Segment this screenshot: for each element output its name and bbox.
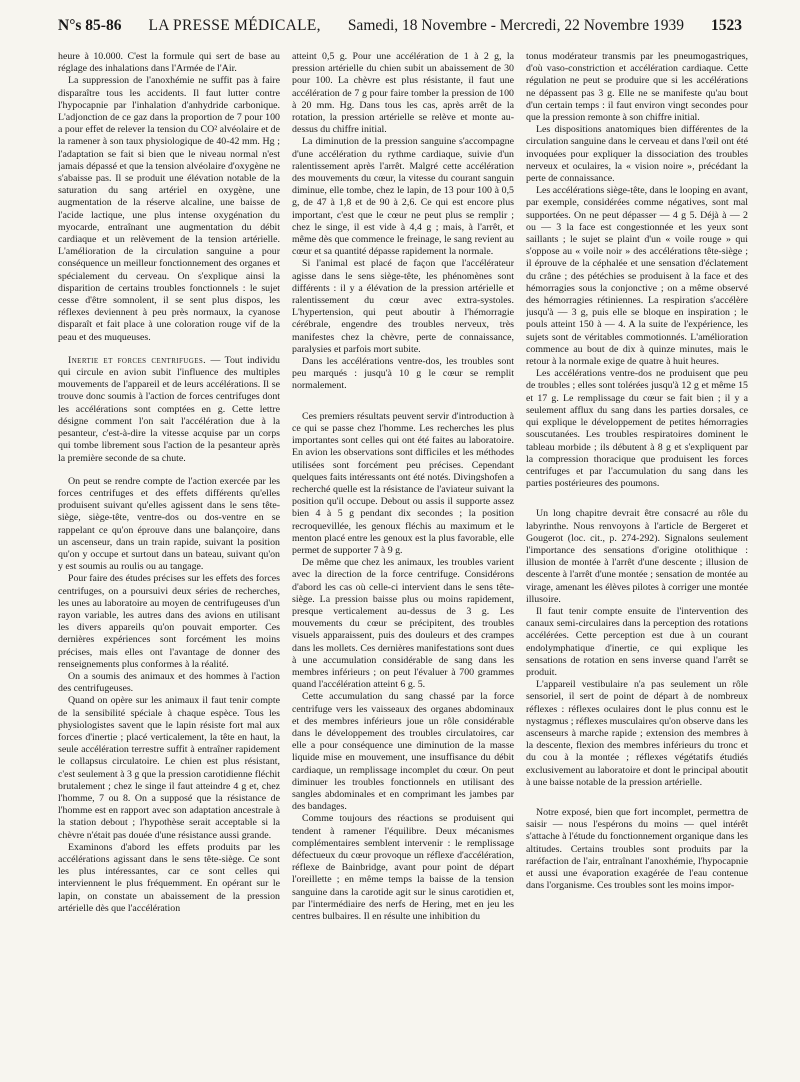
paragraph: Un long chapitre devrait être consacré au rôle du labyrinthe. Nous renvoyons à l'article de Bergeret et Gougerot (loc. cit., p. 274-292). Signalons seulement l'importance des sensations d'origine otolithique : illusion de montée à l'arrêt d'une descente ; illusion de descente à l'arrêt d'une montée ; sensation de montée au virage, amenant les élèves pilotes à corriger une montée illusoire.: [526, 508, 748, 605]
section-heading: Inertie et forces centrifuges.: [68, 354, 207, 366]
journal-title: LA PRESSE MÉDICALE,: [148, 17, 321, 34]
paragraph: Notre exposé, bien que fort incomplet, permettra de saisir — nous l'espérons du moins — quel intérêt s'attache à l'étude du fonctionnement organique dans les altitudes. Certains troubles sont produits par la raréfaction de l'air, entraînant l'anoxhémie, l'hypocapnie et aussi une évaporation exagérée de l'eau contenue dans l'organisme. Ces troubles sont les moins impor-: [526, 806, 748, 892]
paragraph: La diminution de la pression sanguine s'accompagne d'une accélération du rythme cardiaque, suivie d'un ralentissement après l'arrêt. Malgré cette accélération des mouvements du cœur, la vitesse du courant sanguin diminue, elle tombe, chez le lapin, de 13 pour 100 à 0,5 g, de 47 à 1,8 et de 90 à 2,6. Ce qui est encore plus important, c'est que le cœur ne peut plus se remplir ; chez le singe, il est vide à 4,4 g ; mais, à l'arrêt, et même dès que commence le freinage, le sang revient au cœur et sa quantité dépasse rapidement la normale.: [292, 136, 514, 258]
paragraph: Les accélérations ventre-dos ne produisent que peu de troubles ; elles sont tolérées jusqu'à 12 g et même 15 et 17 g. Le remplissage du cœur se fait bien ; il y a seulement afflux du sang dans les parties dorsales, ce qui explique le développement de petites hémorragies souscutanées. Les troubles respiratoires dominent le tableau morbide ; ils débutent à 8 g et s'expliquent par la compression thoracique que produisent les forces centrifuges et par l'accumulation du sang dans les parties postérieures des poumons.: [526, 368, 748, 490]
paragraph: Les accélérations siège-tête, dans le looping en avant, par exemple, considérées comme négatives, sont mal supportées. On ne peut dépasser — 4 g 5. Déjà à — 2 ou — 3 la face est congestionnée et les yeux sont saillants ; le sujet se plaint d'un « voile rouge » qui s'oppose au « voile noir » des accélérations tête-siège ; il éprouve de la céphalée et une sensation d'éclatement du crâne ; des pétéchies se produisent à la face et des hémorragies sous la conjonctive ; on a même observé des hémorragies rétiniennes. La respiration s'accélère jusqu'à — 3 g, puis elle se bloque en inspiration ; le pouls atteint 150 à — 4. A la suite de l'expérience, les sujets sont de véritables commotionnés. L'amélioration commence au bout de dix à quinze minutes, mais le retour à la normale exige de quatre à huit heures.: [526, 185, 748, 368]
paragraph: De même que chez les animaux, les troubles varient avec la direction de la force centrifuge. Considérons d'abord les cas où celle-ci intervient dans le sens tête-siège. La pression baisse plus ou moins rapidement, presque verticalement au-dessus de 3 g. Les mouvements du cœur se précipitent, des troubles visuels apparaissent, puis des douleurs et des crampes dans les mollets. Ces dernières manifestations sont dues à une accumulation considérable de sang dans les membres inférieurs ; on peut l'évaluer à 700 grammes quand l'accélération atteint 6 g. 5.: [292, 557, 514, 691]
paragraph: Il faut tenir compte ensuite de l'intervention des canaux semi-circulaires dans la perception des rotations accélérées. Cette perception est due à un courant endolymphatique d'inertie, ce qui explique les sensations de rotation en sens inverse quand l'arrêt se produit.: [526, 605, 748, 678]
column-1: [58, 51, 280, 1073]
paragraph: Examinons d'abord les effets produits par les accélérations agissant dans le sens tête-siège. Ce sont les plus intéressantes, car ce sont celles qui interviennent le plus fréquemment. En opérant sur le lapin, on constate un abaissement de la pression artérielle dès que l'accélération: [58, 841, 280, 914]
paragraph: La suppression de l'anoxhémie ne suffit pas à faire disparaître tous les accidents. Il faut lutter contre l'hypocapnie par l'inhalation d'anhydride carbonique. L'adjonction de ce gaz dans la proportion de 7 pour 100 a pour effet de relever la tension du CO² alvéolaire et de la ramener à son taux physiologique de 40-42 mm. Hg ; l'adaptation se fait si bien que le niveau normal n'est jamais dépassé et que la tension alvéolaire d'oxygène ne s'abaisse pas. Il se produit une élévation notable de la saturation du sang artériel en oxygène, une augmentation de la réserve alcaline, une baisse de l'acide lactique, une plus intense oxygénation du myocarde, entraînant une augmentation du débit cardiaque et un relèvement de la tension artérielle. L'amélioration de la circulation sanguine a pour conséquence un meilleur fonctionnement des organes et spécialement du cerveau. On s'explique ainsi la disparition de certains troubles fonctionnels : le sujet cesse d'être somnolent, il se sent plus dispos, les réflexes deviennent à peu près normaux, la cyanose disparaît et fait place à une coloration rouge vif de la peau et des muqueuses.: [58, 75, 280, 343]
paragraph: Cette accumulation du sang chassé par la force centrifuge vers les vaisseaux des organes abdominaux et des membres inférieurs joue un rôle considérable dans le développement des troubles circulatoires, car elle a pour conséquence une diminution de la masse liquide mise en mouvement, une insuffisance du débit cardiaque, un remplissage incomplet du cœur. On peut diminuer les troubles fonctionnels en utilisant des sangles abdominales et en comprimant les jambes par des bandages.: [292, 691, 514, 813]
paragraph: Si l'animal est placé de façon que l'accélérateur agisse dans le sens siège-tête, les phénomènes sont différents : il y a élévation de la pression artérielle et ralentissement du cœur avec extra-systoles. L'hypertension, qui peut aboutir à l'hémorragie cérébrale, engendre des troubles nerveux, très manifestes chez la chèvre, perte de connaissance, paralysies et parfois mort subite.: [292, 258, 514, 355]
paragraph: L'appareil vestibulaire n'a pas seulement un rôle sensoriel, il sert de point de départ à de nombreux réflexes : réflexes oculaires dont le plus connu est le nystagmus ; réflexes musculaires qu'on observe dans les ascenseurs à marche rapide ; extension des membres à la descente, flexion des membres inférieurs du tronc et du cou à la montée ; réflexes végétatifs étudiés exclusivement au laboratoire et dont le principal aboutit à une baisse notable de la pression artérielle.: [526, 679, 748, 788]
article-body: [58, 51, 748, 1073]
paragraph: On peut se rendre compte de l'action exercée par les forces centrifuges et des effets différents qu'elles produisent suivant qu'elles agissent dans le sens tête-siège, siège-tête, ventre-dos ou dos-ventre en se rappelant ce qu'on éprouve dans une balançoire, dans un ascenseur, dans un train rapide, suivant la position qu'on y occupe et surtout dans un bateau, suivant qu'on y est soumis au roulis ou au tangage.: [58, 475, 280, 573]
issue-number: N°s 85-86: [58, 17, 122, 34]
paragraph: Pour faire des études précises sur les effets des forces centrifuges, on a poursuivi deux séries de recherches, les unes au laboratoire au moyen de centrifugeuses d'un rayon variable, les autres dans des avions en utilisant les divers appareils qu'on pouvait emporter. Ces dernières expériences sont forcément les moins précises, mais elles ont l'avantage de donner des renseignements plus conformes à la réalité.: [58, 573, 280, 670]
paragraph: Comme toujours des réactions se produisent qui tendent à ramener l'équilibre. Deux mécanismes complémentaires semblent intervenir : le remplissage défectueux du cœur provoque un réflexe d'accélération, réflexe de Bainbridge, avant pour point de départ l'oreillette ; en même temps la baisse de la tension sanguine dans la carotide agit sur le sinus carotidien et, par l'intermédiaire des nerfs de Hering, met en jeu les centres bulbaires. Il en résulte une inhibition du: [292, 813, 514, 923]
page-number: 1523: [710, 17, 742, 34]
paragraph: Quand on opère sur les animaux il faut tenir compte de la sensibilité spéciale à chaque espèce. Tous les physiologistes savent que le lapin résiste fort mal aux forces d'inertie ; placé verticalement, la tête en haut, la seule accélération terrestre suffit à entraîner rapidement le collapsus circulatoire. Le chien est plus résistant, c'est seulement à 3 g que la pression carotidienne fléchit brutalement ; chez le singe il faut atteindre 4 g et, chez l'homme, 7 ou 8. On a supposé que la résistance de l'homme est en rapport avec son adaptation ancestrale à la station debout ; l'hypothèse serait acceptable si la chèvre n'était pas douée d'une résistance aussi grande.: [58, 695, 280, 841]
paragraph: atteint 0,5 g. Pour une accélération de 1 à 2 g, la pression artérielle du chien subit un abaissement de 30 pour 100. La chèvre est plus résistante, il faut une accélération de 7 g pour faire tomber la pression de 100 à 20 mm. Hg. Dans tous les cas, après arrêt de la rotation, la pression artérielle se relève et monte au-dessus du chiffre initial.: [292, 51, 514, 136]
paragraph: Dans les accélérations ventre-dos, les troubles sont peu marqués : jusqu'à 10 g le cœur se remplit normalement.: [292, 356, 514, 392]
paragraph: tonus modérateur transmis par les pneumogastriques, d'où vaso-constriction et accélération cardiaque. Cette régulation ne peut se produire que si les accélérations ne dépassent pas 3 g. Elle ne se manifeste qu'au bout d'un certain temps : il faut environ vingt secondes pour que la pression remonte à son chiffre initial.: [526, 51, 748, 124]
paragraph: Ces premiers résultats peuvent servir d'introduction à ce qui se passe chez l'homme. Les recherches les plus importantes sont celles qui ont été faites au laboratoire. En avion les observations sont difficiles et les méthodes utilisées sont forcément peu précises. Cependant quelques faits intéressants ont été notés. Divingshofen a recherché quelle est la résistance de l'aviateur suivant la position qu'il occupe. Debout ou assis il supporte assez bien 4 à 5 g pendant dix secondes ; la position recroquevillée, les genoux fléchis au maximum et le menton placé entre les genoux est la plus favorable, elle permet de supporter 7 à 9 g.: [292, 410, 514, 556]
paragraph-text: — Tout individu qui circule en avion subit l'influence des multiples mouvements de l'appareil et de leurs accélérations. Il se trouve donc soumis à l'action de forces centrifuges dont les accélérations sont comptées en g. Cette lettre désigne comment l'on sait l'accélération due à la pesanteur, c'est-à-dire la vitesse acquise par un corps qui tombe librement sous l'action de la pesanteur après la première seconde de sa chute.: [58, 354, 280, 464]
paragraph: On a soumis des animaux et des hommes à l'action des centrifugeuses.: [58, 670, 280, 695]
paragraph: Les dispositions anatomiques bien différentes de la circulation sanguine dans le cerveau et dans l'œil ont été invoquées pour expliquer la dissociation des troubles nerveux et oculaires, la « vision noire », précédant la perte de connaissance.: [526, 124, 748, 185]
column-2: [292, 51, 514, 1073]
paragraph: heure à 10.000. C'est la formule qui sert de base au réglage des inhalations dans l'Armée de l'Air.: [58, 51, 280, 75]
paragraph: [58, 355, 280, 465]
column-3: [526, 51, 748, 1073]
issue-date: Samedi, 18 Novembre - Mercredi, 22 Novembre 1939: [347, 17, 684, 34]
page-header: [58, 17, 742, 39]
